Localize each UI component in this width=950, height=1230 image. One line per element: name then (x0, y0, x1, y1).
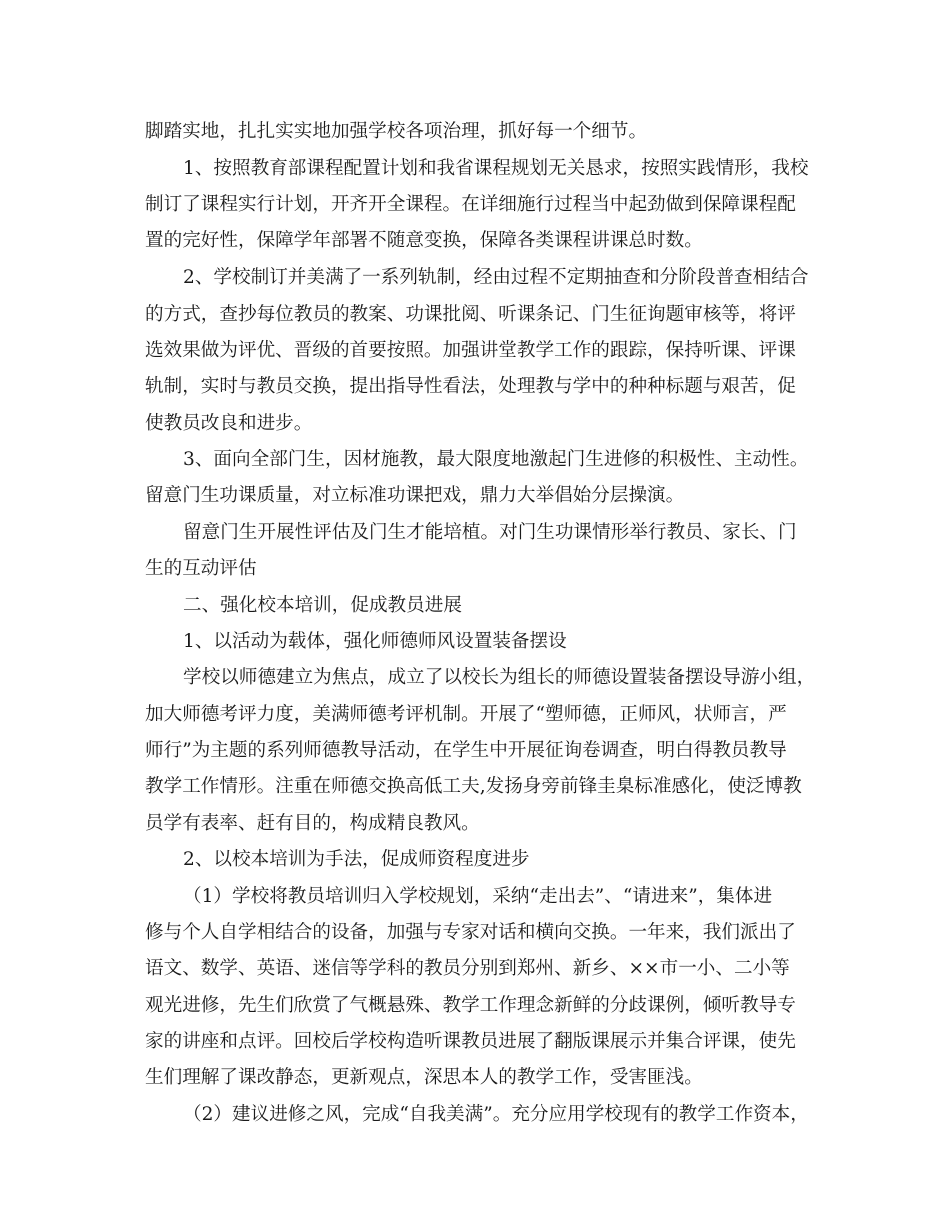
text-line: （2）建议进修之风，完成“自我美满”。充分应用学校现有的教学工作资本， (183, 1104, 809, 1125)
subsection-heading: 2、以校本培训为手法，促成师资程度进步 (183, 849, 530, 870)
text-line: 留意门生功课质量，对立标准功课把戏，鼎力大举倡始分层操演。 (145, 485, 685, 506)
text-line: 语文、数学、英语、迷信等学科的教员分别到郑州、新乡、××市一小、二小等 (145, 958, 790, 979)
section-heading: 二、强化校本培训，促成教员进展 (183, 595, 462, 616)
text-line: 修与个人自学相结合的设备，加强与专家对话和横向交换。一年来，我们派出了 (145, 922, 796, 943)
text-line: 生的互动评估 (145, 558, 257, 579)
text-line: 选效果做为评优、晋级的首要按照。加强讲堂教学工作的跟踪，保持听课、评课 (145, 340, 796, 361)
text-line: 轨制，实时与教员交换，提出指导性看法，处理教与学中的种种标题与艰苦，促 (145, 376, 796, 397)
text-line: 教学工作情形。注重在师德交换高低工夫,发扬身旁前锋圭臬标准感化，使泛博教 (145, 776, 802, 797)
text-line: 使教员改良和进步。 (145, 413, 313, 434)
text-line: 1、按照教育部课程配置计划和我省课程规划无关恳求，按照实践情形，我校 (183, 158, 809, 179)
text-line: 2、学校制订并美满了一系列轨制，经由过程不定期抽查和分阶段普查相结合 (183, 267, 809, 288)
text-line: （1）学校将教员培训归入学校规划，采纳“走出去”、“请进来”，集体进 (183, 886, 773, 907)
text-line: 3、面向全部门生，因材施教，最大限度地激起门生进修的积极性、主动性。 (183, 449, 809, 470)
text-line: 留意门生开展性评估及门生才能培植。对门生功课情形举行教员、家长、门 (183, 522, 797, 543)
text-line: 观光进修，先生们欣赏了气概悬殊、教学工作理念新鲜的分歧课例，倾听教导专 (145, 995, 796, 1016)
text-line: 置的完好性，保障学年部署不随意变换，保障各类课程讲课总时数。 (145, 230, 703, 251)
text-line: 的方式，查抄每位教员的教案、功课批阅、听课条记、门生征询题审核等，将评 (145, 304, 796, 325)
subsection-heading: 1、以活动为载体，强化师德师风设置装备摆设 (183, 631, 567, 652)
text-line: 加大师德考评力度，美满师德考评机制。开展了“塑师德，正师风，状师言，严 (145, 704, 787, 725)
text-line: 家的讲座和点评。回校后学校构造听课教员进展了翻版课展示并集合评课，使先 (145, 1031, 796, 1052)
text-line: 制订了课程实行计划，开齐开全课程。在详细施行过程当中起劲做到保障课程配 (145, 194, 796, 215)
text-line: 员学有表率、赶有目的，构成精良教风。 (145, 813, 480, 834)
text-line: 脚踏实地，扎扎实实地加强学校各项治理，抓好每一个细节。 (145, 121, 648, 142)
text-line: 生们理解了课改静态，更新观点，深思本人的教学工作，受害匪浅。 (145, 1067, 703, 1088)
text-line: 师行”为主题的系列师德教导活动，在学生中开展征询卷调查，明白得教员教导 (145, 740, 787, 761)
text-line: 学校以师德建立为焦点，成立了以校长为组长的师德设置装备摆设导游小组， (183, 667, 816, 688)
